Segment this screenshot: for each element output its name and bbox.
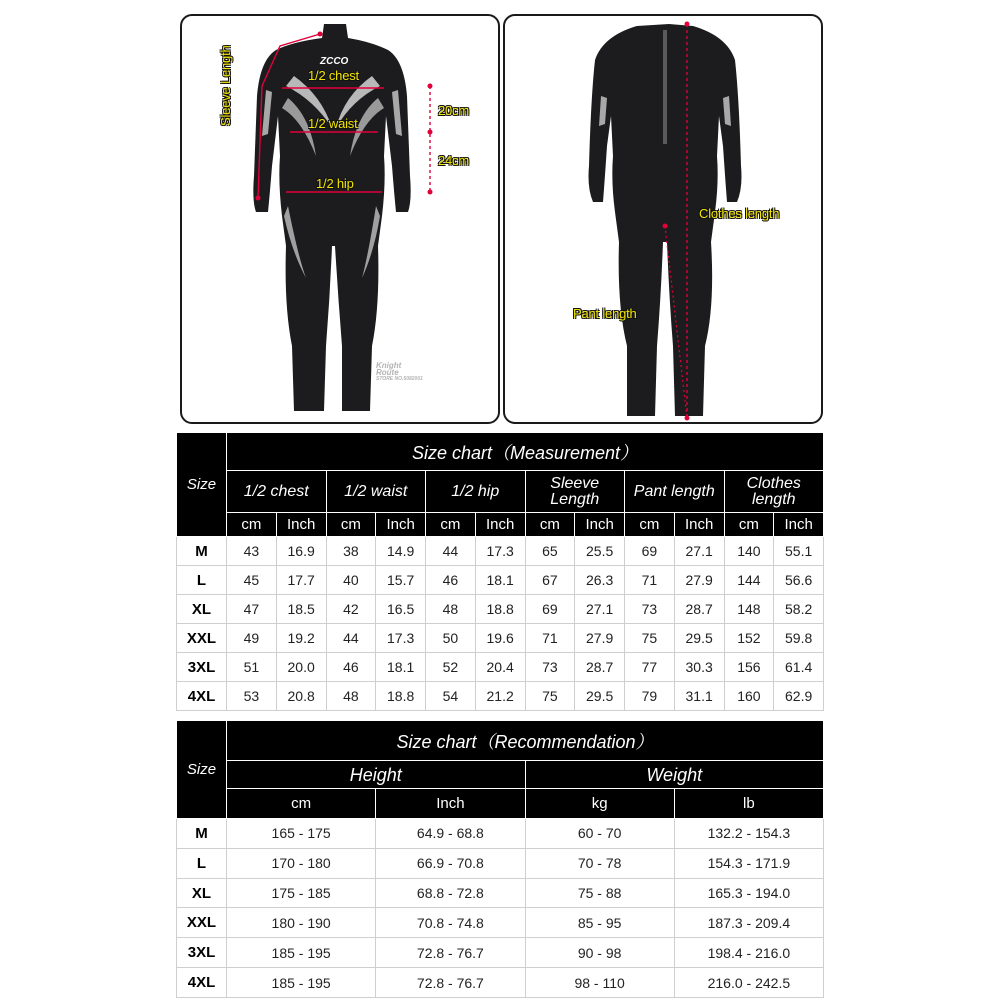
table-cell: 48 bbox=[426, 595, 476, 624]
table-cell: 50 bbox=[426, 624, 476, 653]
table-row bbox=[177, 968, 824, 998]
table-cell: 42 bbox=[326, 595, 376, 624]
table-cell: 60 - 70 bbox=[525, 819, 674, 849]
table-cell: 75 - 88 bbox=[525, 878, 674, 908]
table-cell: 72.8 - 76.7 bbox=[376, 938, 525, 968]
table-row bbox=[177, 682, 824, 711]
column-group-header: 1/2 waist bbox=[326, 471, 426, 513]
table-cell: 40 bbox=[326, 566, 376, 595]
table-cell: 18.8 bbox=[376, 682, 426, 711]
table-row bbox=[177, 537, 824, 566]
table-cell: 66.9 - 70.8 bbox=[376, 848, 525, 878]
column-group-header: Height bbox=[227, 761, 526, 789]
table-cell: 148 bbox=[724, 595, 774, 624]
table-cell: 54 bbox=[426, 682, 476, 711]
table-cell: 85 - 95 bbox=[525, 908, 674, 938]
table-cell: 20.0 bbox=[276, 653, 326, 682]
table-cell: 38 bbox=[326, 537, 376, 566]
table-cell: 43 bbox=[227, 537, 277, 566]
table-cell: 31.1 bbox=[674, 682, 724, 711]
recommendation-table-title: Size chart（Recommendation） bbox=[227, 721, 824, 761]
recommendation-size-table bbox=[176, 720, 824, 998]
table-cell: 73 bbox=[625, 595, 675, 624]
unit-header: cm bbox=[525, 513, 575, 537]
table-cell: 98 - 110 bbox=[525, 968, 674, 998]
table-cell: 180 - 190 bbox=[227, 908, 376, 938]
half-hip-label: 1/2 hip bbox=[316, 176, 354, 191]
table-cell: 71 bbox=[525, 624, 575, 653]
table-cell: 18.5 bbox=[276, 595, 326, 624]
table-cell: 19.6 bbox=[475, 624, 525, 653]
brand-logo: ZCCO bbox=[320, 56, 349, 67]
unit-header: kg bbox=[525, 789, 674, 819]
table-cell: 67 bbox=[525, 566, 575, 595]
table-cell: 29.5 bbox=[674, 624, 724, 653]
back-view-photo bbox=[503, 14, 823, 424]
table-cell: 51 bbox=[227, 653, 277, 682]
table-cell: 27.9 bbox=[575, 624, 625, 653]
size-label: M bbox=[177, 819, 227, 849]
size-label: 4XL bbox=[177, 682, 227, 711]
table-cell: 156 bbox=[724, 653, 774, 682]
table-cell: 62.9 bbox=[774, 682, 824, 711]
table-cell: 90 - 98 bbox=[525, 938, 674, 968]
table-cell: 68.8 - 72.8 bbox=[376, 878, 525, 908]
column-group-header: Weight bbox=[525, 761, 824, 789]
table-cell: 17.3 bbox=[475, 537, 525, 566]
table-cell: 170 - 180 bbox=[227, 848, 376, 878]
table-cell: 72.8 - 76.7 bbox=[376, 968, 525, 998]
column-group-header: 1/2 hip bbox=[426, 471, 526, 513]
table-cell: 69 bbox=[525, 595, 575, 624]
table-cell: 152 bbox=[724, 624, 774, 653]
table-cell: 27.1 bbox=[674, 537, 724, 566]
table-cell: 70 - 78 bbox=[525, 848, 674, 878]
unit-header: cm bbox=[326, 513, 376, 537]
table-cell: 20.8 bbox=[276, 682, 326, 711]
table-row bbox=[177, 908, 824, 938]
unit-header: cm bbox=[724, 513, 774, 537]
size-label: XL bbox=[177, 878, 227, 908]
table-cell: 52 bbox=[426, 653, 476, 682]
table-cell: 18.1 bbox=[475, 566, 525, 595]
table-cell: 27.9 bbox=[674, 566, 724, 595]
table-cell: 48 bbox=[326, 682, 376, 711]
table-cell: 25.5 bbox=[575, 537, 625, 566]
size-label: L bbox=[177, 848, 227, 878]
table-cell: 154.3 - 171.9 bbox=[674, 848, 823, 878]
unit-header: cm bbox=[625, 513, 675, 537]
column-group-header: Pant length bbox=[625, 471, 725, 513]
column-group-header: Clothes length bbox=[724, 471, 824, 513]
table-cell: 64.9 - 68.8 bbox=[376, 819, 525, 849]
table-cell: 45 bbox=[227, 566, 277, 595]
table-row bbox=[177, 938, 824, 968]
table-cell: 144 bbox=[724, 566, 774, 595]
size-label: 4XL bbox=[177, 968, 227, 998]
unit-header: Inch bbox=[674, 513, 724, 537]
table-cell: 61.4 bbox=[774, 653, 824, 682]
table-cell: 69 bbox=[625, 537, 675, 566]
table-cell: 17.3 bbox=[376, 624, 426, 653]
table-cell: 65 bbox=[525, 537, 575, 566]
table-cell: 56.6 bbox=[774, 566, 824, 595]
unit-header: Inch bbox=[575, 513, 625, 537]
unit-header: Inch bbox=[475, 513, 525, 537]
table-cell: 53 bbox=[227, 682, 277, 711]
table-cell: 21.2 bbox=[475, 682, 525, 711]
table-row bbox=[177, 624, 824, 653]
store-watermark: Knight Route STORE NO.5082001 bbox=[376, 361, 423, 382]
size-label: 3XL bbox=[177, 653, 227, 682]
table-cell: 165 - 175 bbox=[227, 819, 376, 849]
unit-header: Inch bbox=[376, 789, 525, 819]
table-cell: 49 bbox=[227, 624, 277, 653]
table-cell: 132.2 - 154.3 bbox=[674, 819, 823, 849]
size-label: M bbox=[177, 537, 227, 566]
size-label: L bbox=[177, 566, 227, 595]
table-row bbox=[177, 595, 824, 624]
measurement-table-title: Size chart（Measurement） bbox=[227, 433, 824, 471]
unit-header: Inch bbox=[774, 513, 824, 537]
size-header: Size bbox=[177, 433, 227, 537]
table-cell: 75 bbox=[625, 624, 675, 653]
table-cell: 19.2 bbox=[276, 624, 326, 653]
table-cell: 140 bbox=[724, 537, 774, 566]
unit-header: cm bbox=[227, 789, 376, 819]
table-cell: 14.9 bbox=[376, 537, 426, 566]
table-cell: 198.4 - 216.0 bbox=[674, 938, 823, 968]
table-cell: 77 bbox=[625, 653, 675, 682]
table-cell: 185 - 195 bbox=[227, 968, 376, 998]
table-cell: 165.3 - 194.0 bbox=[674, 878, 823, 908]
column-group-header: Sleeve Length bbox=[525, 471, 625, 513]
size-label: XXL bbox=[177, 908, 227, 938]
table-cell: 26.3 bbox=[575, 566, 625, 595]
table-cell: 17.7 bbox=[276, 566, 326, 595]
half-chest-label: 1/2 chest bbox=[308, 68, 359, 83]
table-cell: 18.1 bbox=[376, 653, 426, 682]
dimension-20cm-label: 20cm bbox=[438, 103, 469, 118]
table-cell: 58.2 bbox=[774, 595, 824, 624]
table-row bbox=[177, 848, 824, 878]
table-cell: 15.7 bbox=[376, 566, 426, 595]
table-cell: 75 bbox=[525, 682, 575, 711]
unit-header: lb bbox=[674, 789, 823, 819]
table-cell: 30.3 bbox=[674, 653, 724, 682]
table-cell: 187.3 - 209.4 bbox=[674, 908, 823, 938]
table-cell: 59.8 bbox=[774, 624, 824, 653]
table-cell: 18.8 bbox=[475, 595, 525, 624]
table-cell: 28.7 bbox=[575, 653, 625, 682]
table-row bbox=[177, 878, 824, 908]
table-cell: 185 - 195 bbox=[227, 938, 376, 968]
table-cell: 73 bbox=[525, 653, 575, 682]
table-cell: 70.8 - 74.8 bbox=[376, 908, 525, 938]
front-view-photo bbox=[180, 14, 500, 424]
table-row bbox=[177, 819, 824, 849]
half-waist-label: 1/2 waist bbox=[308, 116, 358, 131]
dimension-24cm-label: 24cm bbox=[438, 153, 469, 168]
table-cell: 44 bbox=[426, 537, 476, 566]
table-cell: 44 bbox=[326, 624, 376, 653]
unit-header: Inch bbox=[276, 513, 326, 537]
unit-header: cm bbox=[227, 513, 277, 537]
sleeve-length-label: Sleeve Length bbox=[218, 45, 233, 126]
unit-header: cm bbox=[426, 513, 476, 537]
table-cell: 29.5 bbox=[575, 682, 625, 711]
table-cell: 216.0 - 242.5 bbox=[674, 968, 823, 998]
table-cell: 79 bbox=[625, 682, 675, 711]
clothes-length-label: Clothes length bbox=[699, 206, 780, 221]
table-cell: 160 bbox=[724, 682, 774, 711]
table-cell: 47 bbox=[227, 595, 277, 624]
table-cell: 46 bbox=[426, 566, 476, 595]
table-row bbox=[177, 653, 824, 682]
pant-length-label: Pant length bbox=[573, 306, 637, 321]
table-cell: 20.4 bbox=[475, 653, 525, 682]
size-label: XL bbox=[177, 595, 227, 624]
size-label: 3XL bbox=[177, 938, 227, 968]
table-cell: 55.1 bbox=[774, 537, 824, 566]
table-cell: 71 bbox=[625, 566, 675, 595]
table-cell: 16.5 bbox=[376, 595, 426, 624]
table-cell: 28.7 bbox=[674, 595, 724, 624]
table-cell: 46 bbox=[326, 653, 376, 682]
size-label: XXL bbox=[177, 624, 227, 653]
size-header: Size bbox=[177, 721, 227, 819]
measurement-size-table bbox=[176, 432, 824, 711]
table-cell: 27.1 bbox=[575, 595, 625, 624]
table-row bbox=[177, 566, 824, 595]
unit-header: Inch bbox=[376, 513, 426, 537]
table-cell: 16.9 bbox=[276, 537, 326, 566]
column-group-header: 1/2 chest bbox=[227, 471, 327, 513]
table-cell: 175 - 185 bbox=[227, 878, 376, 908]
